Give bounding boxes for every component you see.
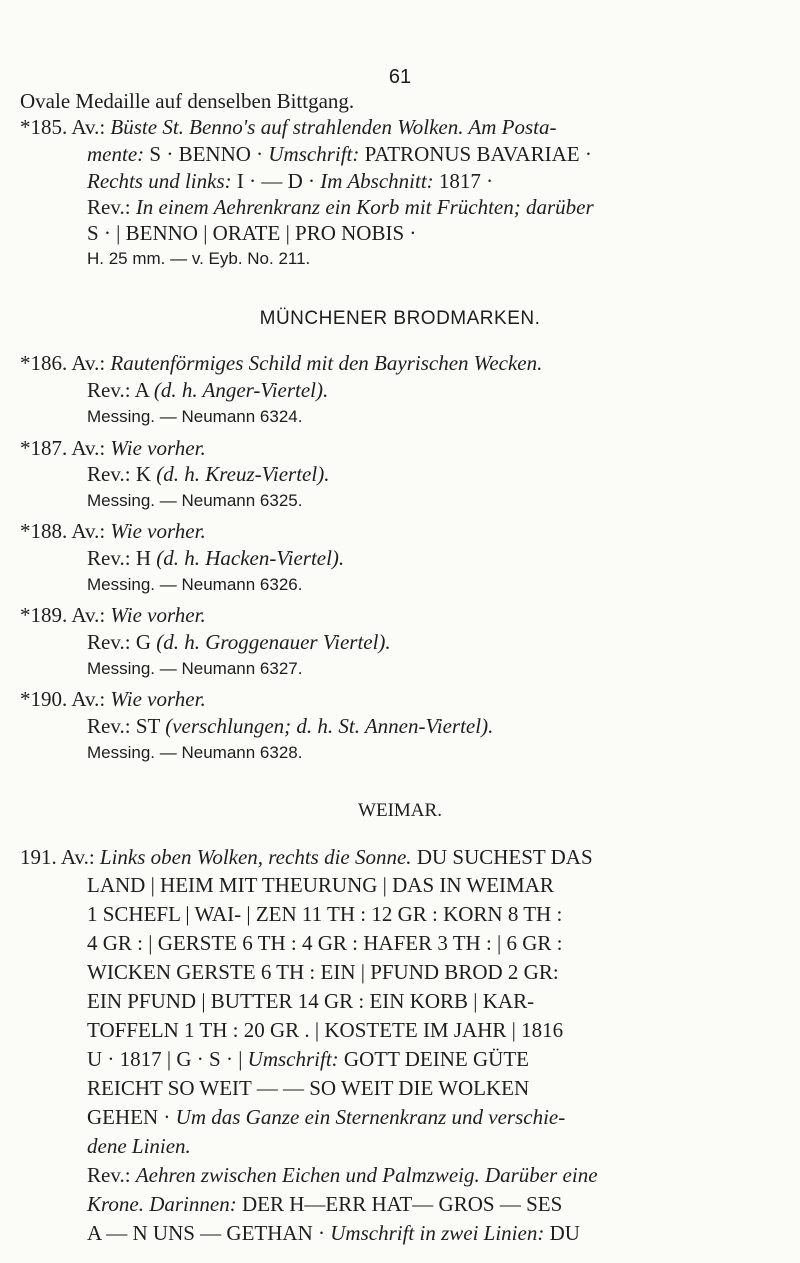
text-run: Umschrift in zwei Linien:	[330, 1221, 545, 1245]
text-run: Av.:	[71, 351, 106, 375]
entry-188	[20, 518, 206, 544]
text-run: In einem Aehrenkranz ein Korb mit Früchten; darüber	[135, 195, 594, 219]
text-line	[87, 461, 329, 487]
text-run: (verschlungen; d. h. St. Annen-Viertel).	[165, 714, 494, 738]
text-line	[87, 656, 302, 682]
text-run: Rev.:	[87, 378, 131, 402]
text-line	[87, 1046, 529, 1072]
text-run: Av.:	[60, 845, 95, 869]
text-run: PATRONUS BAVARIAE ·	[364, 142, 592, 166]
entry-number: *190.	[20, 687, 68, 711]
text-line	[20, 88, 354, 114]
text-line	[87, 959, 559, 985]
text-run: Rev.:	[87, 1163, 131, 1187]
entry-187	[20, 435, 206, 461]
text-run: H. 25 mm. — v. Eyb. No. 211.	[87, 249, 311, 268]
entry-185	[20, 114, 556, 140]
text-line	[87, 713, 493, 739]
text-run: Umschrift:	[247, 1047, 339, 1071]
text-line	[87, 1162, 598, 1188]
text-run: I · — D ·	[236, 169, 316, 193]
text-run: Rev.:	[87, 714, 131, 738]
text-line	[87, 1191, 562, 1217]
text-run: TOFFELN 1 TH : 20 GR . | KOSTETE IM JAHR | 1816	[87, 1018, 564, 1042]
page-number: 61	[388, 66, 412, 88]
text-run: (d. h. Groggenauer Viertel).	[156, 630, 391, 654]
text-line	[87, 168, 493, 194]
text-line	[87, 1220, 580, 1246]
text-run: ST	[135, 714, 160, 738]
text-run: Wie vorher.	[110, 436, 206, 460]
text-run: Rev.:	[87, 630, 131, 654]
text-line	[87, 930, 563, 956]
text-run: Krone. Darinnen:	[87, 1192, 237, 1216]
text-run: U · 1817 | G · S · |	[87, 1047, 243, 1071]
text-run: REICHT SO WEIT — — SO WEIT DIE WOLKEN	[87, 1076, 530, 1100]
section-heading: MÜNCHENER BRODMARKEN.	[259, 308, 541, 329]
text-run: Im Abschnitt:	[320, 169, 434, 193]
text-run: Rev.:	[87, 195, 131, 219]
text-run: DER H—ERR HAT— GROS — SES	[241, 1192, 563, 1216]
text-run: S · BENNO ·	[149, 142, 264, 166]
text-run: DU	[549, 1221, 580, 1245]
text-line	[87, 220, 416, 246]
text-line	[87, 1017, 563, 1043]
text-line	[87, 404, 302, 430]
text-run: WICKEN GERSTE 6 TH : EIN | PFUND BROD 2 GR:	[87, 960, 559, 984]
text-run: Rautenförmiges Schild mit den Bayrischen Wecken.	[110, 351, 543, 375]
text-run: Rev.:	[87, 546, 131, 570]
text-line	[87, 901, 562, 927]
text-line	[87, 1104, 565, 1130]
text-run: Av.:	[71, 115, 106, 139]
text-line	[87, 572, 302, 598]
text-run: S · | BENNO | ORATE | PRO NOBIS ·	[87, 221, 417, 245]
text-line	[87, 740, 302, 766]
text-run: 1 SCHEFL | WAI- | ZEN 11 TH : 12 GR : KORN 8 TH :	[87, 902, 563, 926]
text-run: G	[135, 630, 151, 654]
text-run: 1817 ·	[438, 169, 494, 193]
text-line	[87, 1133, 191, 1159]
text-line	[87, 629, 391, 655]
text-run: Messing. — Neumann 6327.	[87, 659, 303, 678]
text-line	[87, 872, 554, 898]
text-run: Aehren zwischen Eichen und Palmzweig. Darüber eine	[135, 1163, 598, 1187]
text-run: A	[134, 378, 149, 402]
text-run: Av.:	[71, 436, 106, 460]
text-run: (d. h. Anger-Viertel).	[153, 378, 329, 402]
text-run: EIN PFUND | BUTTER 14 GR : EIN KORB | KAR-	[87, 989, 535, 1013]
text-run: Umschrift:	[268, 142, 360, 166]
text-run: Um das Ganze ein Sternenkranz und verschie-	[175, 1105, 566, 1129]
entry-191	[20, 844, 593, 870]
text-run: Wie vorher.	[110, 603, 206, 627]
text-run: Rev.:	[87, 462, 131, 486]
text-line	[87, 194, 594, 220]
text-line	[87, 141, 592, 167]
text-line	[87, 377, 328, 403]
entry-190	[20, 686, 206, 712]
entry-number: 191.	[20, 845, 57, 869]
text-run: Wie vorher.	[110, 519, 206, 543]
text-line	[87, 246, 310, 272]
text-run: DU SUCHEST DAS	[416, 845, 593, 869]
text-run: (d. h. Kreuz-Viertel).	[156, 462, 330, 486]
entry-number: *187.	[20, 436, 68, 460]
text-run: Messing. — Neumann 6325.	[87, 491, 303, 510]
section-heading: WEIMAR.	[358, 800, 442, 821]
text-run: Rechts und links:	[87, 169, 232, 193]
entry-189	[20, 602, 206, 628]
entry-number: *189.	[20, 603, 68, 627]
text-run: Av.:	[71, 687, 106, 711]
text-run: mente:	[87, 142, 145, 166]
text-run: H	[135, 546, 151, 570]
text-line	[87, 988, 534, 1014]
text-run: A — N UNS — GETHAN ·	[87, 1221, 325, 1245]
entry-186	[20, 350, 542, 376]
text-run: Av.:	[71, 519, 106, 543]
text-line	[87, 545, 344, 571]
text-run: Büste St. Benno's auf strahlenden Wolken. Am Posta-	[110, 115, 557, 139]
text-run: Messing. — Neumann 6324.	[87, 407, 303, 426]
text-line	[87, 488, 302, 514]
text-run: Ovale Medaille auf denselben Bittgang.	[20, 89, 355, 113]
text-run: Messing. — Neumann 6328.	[87, 743, 303, 762]
entry-number: *188.	[20, 519, 68, 543]
text-run: K	[135, 462, 151, 486]
text-run: GEHEN ·	[87, 1105, 171, 1129]
entry-number: *186.	[20, 351, 68, 375]
text-run: 4 GR : | GERSTE 6 TH : 4 GR : HAFER 3 TH : | 6 GR :	[87, 931, 563, 955]
text-run: LAND | HEIM MIT THEURUNG | DAS IN WEIMAR	[87, 873, 554, 897]
text-run: (d. h. Hacken-Viertel).	[156, 546, 345, 570]
text-run: dene Linien.	[87, 1134, 191, 1158]
text-run: Messing. — Neumann 6326.	[87, 575, 303, 594]
text-run: GOTT DEINE GÜTE	[343, 1047, 529, 1071]
text-line	[87, 1075, 529, 1101]
text-run: Links oben Wolken, rechts die Sonne.	[99, 845, 412, 869]
entry-number: *185.	[20, 115, 68, 139]
text-run: Av.:	[71, 603, 106, 627]
text-run: Wie vorher.	[110, 687, 206, 711]
